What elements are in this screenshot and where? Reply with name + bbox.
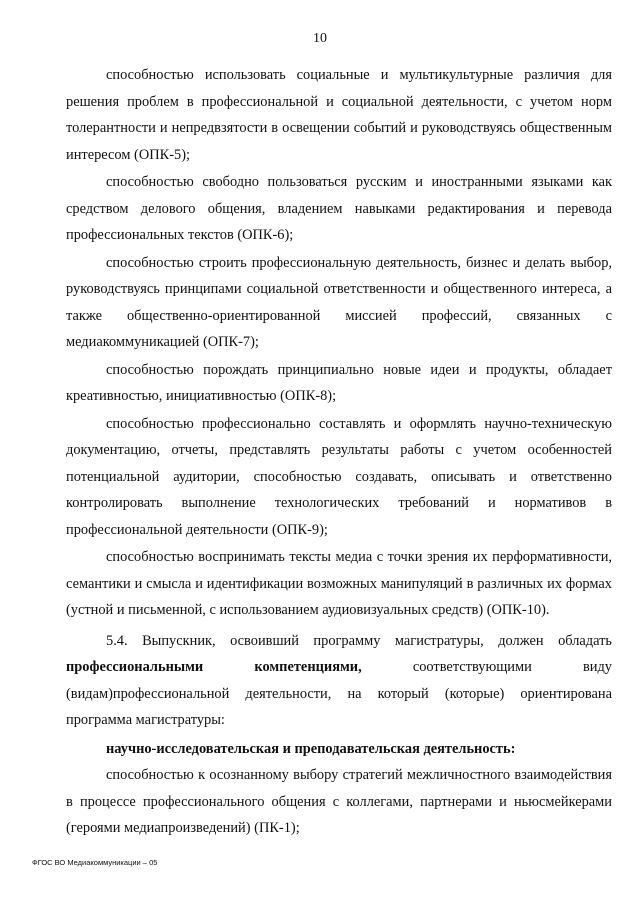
section-5-4 <box>66 628 612 734</box>
paragraph-opk-6: способностью свободно пользоваться русским и иностранными языками как средством делового общения, владением навыками редактирования и перевода профессиональных текстов (ОПК-6); <box>66 174 612 243</box>
section-5-4-bold-term: профессиональными компетенциями, <box>66 659 362 675</box>
section-5-4-rest: соответствующими виду (видам)профессиональной деятельности, на который (которые) ориентирована программа магистратуры: <box>66 659 612 728</box>
section-5-4-lead: 5.4. Выпускник, освоивший программу магистратуры, должен обладать <box>106 632 612 649</box>
activity-heading: научно-исследовательская и преподавательская деятельность: <box>106 740 516 757</box>
paragraph-opk-7: способностью строить профессиональную деятельность, бизнес и делать выбор, руководствуясь принципами социальной ответственности и общественного интереса, а также общественно-ориентированной миссией профессий, связанных с медиакоммуникацией (ОПК-7); <box>66 254 612 350</box>
paragraph-pk-1: способностью к осознанному выбору стратегий межличностного взаимодействия в процессе профессионального общения с коллегами, партнерами и ньюсмейкерами (героями медиапроизведений) (ПК-1); <box>66 767 612 836</box>
paragraph-opk-8: способностью порождать принципиально новые идеи и продукты, обладает креативностью, инициативностью (ОПК-8); <box>66 361 612 404</box>
page-number: 10 <box>313 31 327 46</box>
paragraph-opk-10: способностью воспринимать тексты медиа с точки зрения их перформативности, семантики и смысла и идентификации возможных манипуляций в различных их формах (устной и письменной, с использованием аудиовизуальных средств) (ОПК-10). <box>66 549 612 618</box>
paragraph-opk-9: способностью профессионально составлять и оформлять научно-техническую документацию, отчеты, представлять результаты работы с учетом особенностей потенциальной аудитории, способностью создавать, описывать и ответственно контролировать выполнение технологических требований и нормативов в профессиональной деятельности (ОПК-9); <box>66 415 612 538</box>
footer-label: ФГОС ВО Медиакоммуникации – 05 <box>32 858 158 867</box>
document-body <box>66 62 612 842</box>
paragraph-opk-5: способностью использовать социальные и мультикультурные различия для решения проблем в профессиональной и социальной деятельности, с учетом норм толерантности и непредвзятости в освещении событий и руководствуясь общественным интересом (ОПК-5); <box>66 67 612 163</box>
